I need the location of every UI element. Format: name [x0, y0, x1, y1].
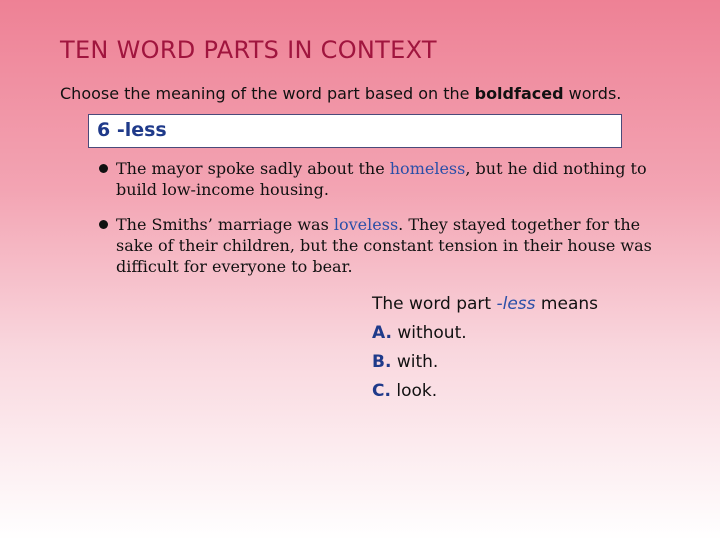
instruction-before: Choose the meaning of the word part based on the [60, 84, 475, 103]
bullet-icon [99, 164, 108, 173]
option-c-letter: C. [372, 381, 391, 401]
answer-block [372, 290, 598, 406]
option-b-text: with. [391, 352, 439, 372]
sentence-2-keyword: loveless [333, 215, 399, 234]
question-word-part: -less [496, 294, 536, 314]
item-label: 6 -less [97, 119, 167, 141]
question-prefix: The word part [372, 294, 497, 314]
sentence-1-after: , but he did nothing to build low-income housing. [116, 159, 647, 199]
option-c-text: look. [390, 381, 438, 401]
option-b[interactable] [372, 348, 598, 377]
sentence-2-after: . They stayed together for the sake of their children, but the constant tension in their house was difficult for everyone to bear. [116, 215, 652, 276]
question-suffix: means [535, 294, 598, 314]
option-b-letter: B. [372, 352, 392, 372]
slide-title: TEN WORD PARTS IN CONTEXT [60, 36, 437, 64]
instruction-text [60, 84, 621, 103]
item-header-box [88, 114, 622, 148]
instruction-after: words. [563, 84, 622, 103]
example-sentence-2 [116, 214, 656, 277]
option-a-text: without. [391, 323, 467, 343]
bullet-icon [99, 220, 108, 229]
sentence-1-keyword: homeless [389, 159, 466, 178]
option-a[interactable] [372, 319, 598, 348]
question-prompt [372, 290, 598, 319]
example-sentence-1 [116, 158, 656, 200]
instruction-bold: boldfaced [474, 84, 564, 103]
option-c[interactable] [372, 377, 598, 406]
sentence-1-before: The mayor spoke sadly about the [116, 159, 390, 178]
option-a-letter: A. [372, 323, 392, 343]
sentence-2-before: The Smiths’ marriage was [116, 215, 334, 234]
